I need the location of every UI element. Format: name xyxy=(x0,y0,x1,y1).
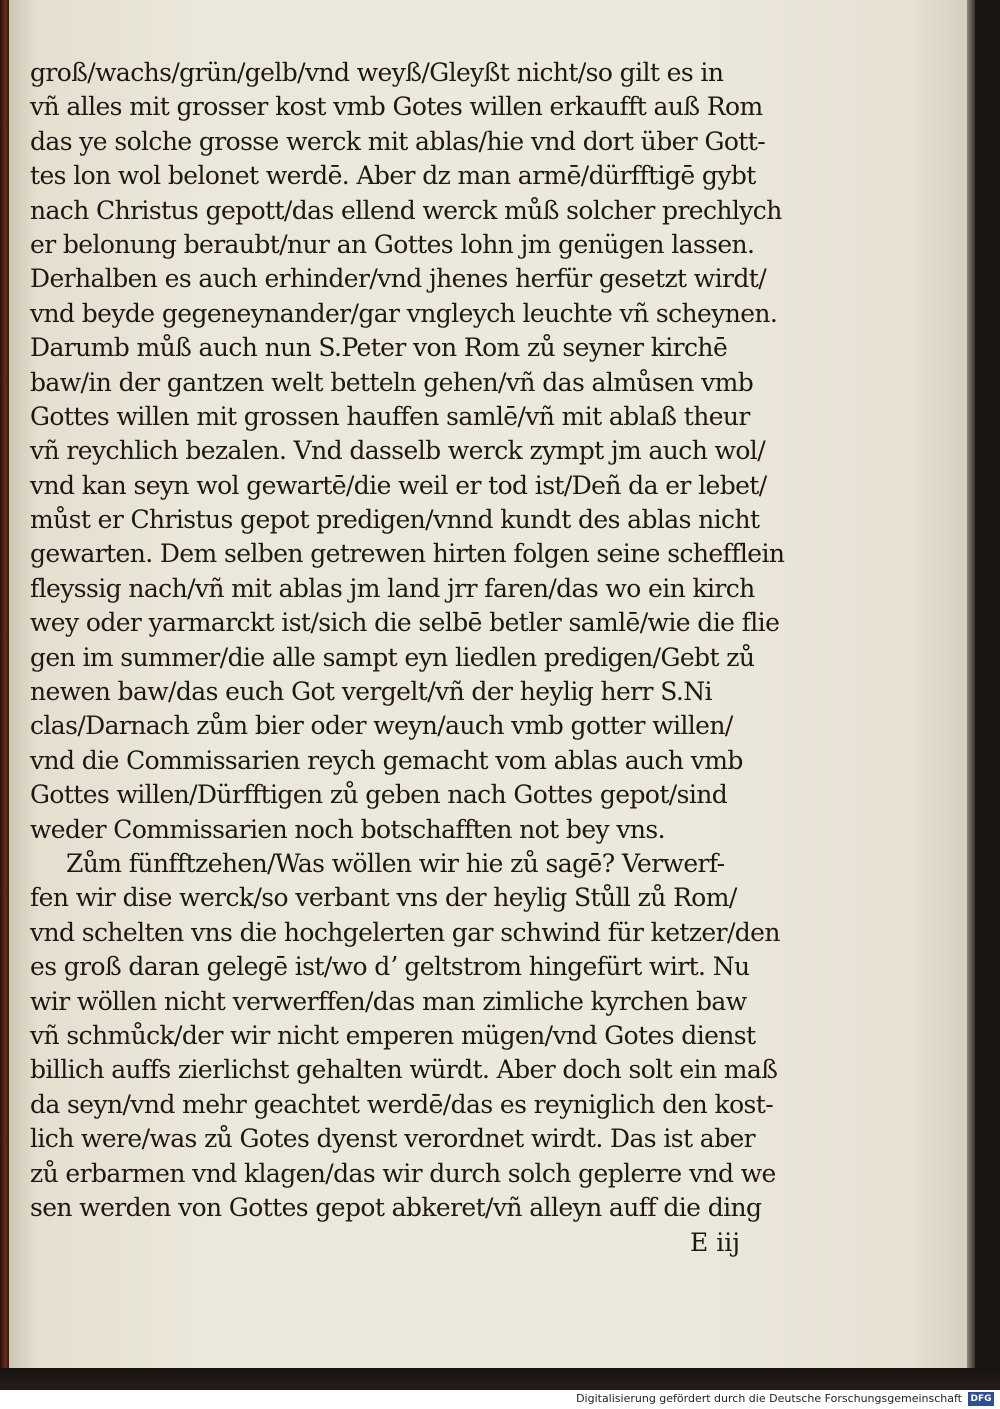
signature-mark: E iij xyxy=(690,1228,740,1257)
text-line-25: fen wir dise werck/so verbant vns der heylig Stůll zů Rom/ xyxy=(30,883,737,913)
text-line-15: gewarten. Dem selben getrewen hirten folgen seine schefflein xyxy=(30,539,785,569)
text-line-20: clas/Darnach zům bier oder weyn/auch vmb gotter willen/ xyxy=(30,711,733,741)
scan-bottom-strip xyxy=(0,1368,1000,1390)
book-spine-edge xyxy=(0,0,9,1390)
page-right-edge xyxy=(967,0,975,1368)
text-line-24: Zům fünfftzehen/Was wöllen wir hie zů sagē? Verwerf- xyxy=(66,848,725,878)
body-text xyxy=(30,56,830,1225)
text-line-14: můst er Christus gepot predigen/vnnd kundt des ablas nicht xyxy=(30,505,760,535)
text-line-10: baw/in der gantzen welt betteln gehen/vñ das almůsen vmb xyxy=(30,367,754,397)
text-line-12: vñ reychlich bezalen. Vnd dasselb werck zympt jm auch wol/ xyxy=(30,436,766,466)
text-line-28: wir wöllen nicht verwerffen/das man zimliche kyrchen baw xyxy=(30,986,747,1016)
footer-bar xyxy=(0,1390,1000,1409)
text-line-33: zů erbarmen vnd klagen/das wir durch solch geplerre vnd we xyxy=(30,1158,776,1188)
text-line-29: vñ schmůck/der wir nicht emperen mügen/vnd Gotes dienst xyxy=(30,1020,756,1050)
text-line-26: vnd schelten vns die hochgelerten gar schwind für ketzer/den xyxy=(30,917,780,947)
text-line-34: sen werden von Gottes gepot abkeret/vñ alleyn auff die ding xyxy=(30,1192,762,1222)
text-line-32: lich were/was zů Gotes dyenst verordnet wirdt. Das ist aber xyxy=(30,1124,756,1154)
text-line-3: das ye solche grosse werck mit ablas/hie vnd dort über Gott- xyxy=(30,126,766,156)
text-line-22: Gottes willen/Dürfftigen zů geben nach Gottes gepot/sind xyxy=(30,780,728,810)
text-line-5: nach Christus gepott/das ellend werck můß solcher prechlych xyxy=(30,195,782,225)
text-line-8: vnd beyde gegeneynander/gar vngleych leuchte vñ scheynen. xyxy=(30,298,778,328)
text-line-21: vnd die Commissarien reych gemacht vom ablas auch vmb xyxy=(30,745,743,775)
text-line-2: vñ alles mit grosser kost vmb Gotes willen erkaufft auß Rom xyxy=(30,92,763,122)
text-line-6: er belonung beraubt/nur an Gottes lohn jm genügen lassen. xyxy=(30,229,755,259)
text-line-7: Derhalben es auch erhinder/vnd jhenes herfür gesetzt wirdt/ xyxy=(30,264,767,294)
text-line-17: wey oder yarmarckt ist/sich die selbē betler samlē/wie die flie xyxy=(30,608,780,638)
text-line-13: vnd kan seyn wol gewartē/die weil er tod ist/Deñ da er lebet/ xyxy=(30,470,767,500)
text-line-4: tes lon wol belonet werdē. Aber dz man armē/dürfftigē gybt xyxy=(30,161,756,191)
text-line-1: groß/wachs/grün/gelb/vnd weyß/Gleyßt nicht/so gilt es in xyxy=(30,58,724,87)
dfg-logo-icon: DFG xyxy=(968,1392,994,1406)
text-line-30: billich auffs zierlichst gehalten würdt. Aber doch solt ein maß xyxy=(30,1055,778,1085)
text-line-31: da seyn/vnd mehr geachtet werdē/das es reyniglich den kost- xyxy=(30,1089,774,1119)
text-line-19: newen baw/das euch Got vergelt/vñ der heylig herr S.Ni xyxy=(30,677,712,707)
text-line-27: es groß daran gelegē ist/wo dʼ geltstrom hingefürt wirt. Nu xyxy=(30,952,750,982)
text-line-11: Gottes willen mit grossen hauffen samlē/vñ mit ablaß theur xyxy=(30,401,750,431)
text-line-18: gen im summer/die alle sampt eyn liedlen predigen/Gebt zů xyxy=(30,642,755,672)
funding-credit: Digitalisierung gefördert durch die Deutsche Forschungsgemeinschaft xyxy=(576,1392,962,1405)
text-line-9: Darumb můß auch nun S.Peter von Rom zů seyner kirchē xyxy=(30,333,728,363)
text-line-23: weder Commissarien noch botschafften not bey vns. xyxy=(30,814,665,844)
text-line-16: fleyssig nach/vñ mit ablas jm land jrr faren/das wo ein kirch xyxy=(30,573,755,603)
